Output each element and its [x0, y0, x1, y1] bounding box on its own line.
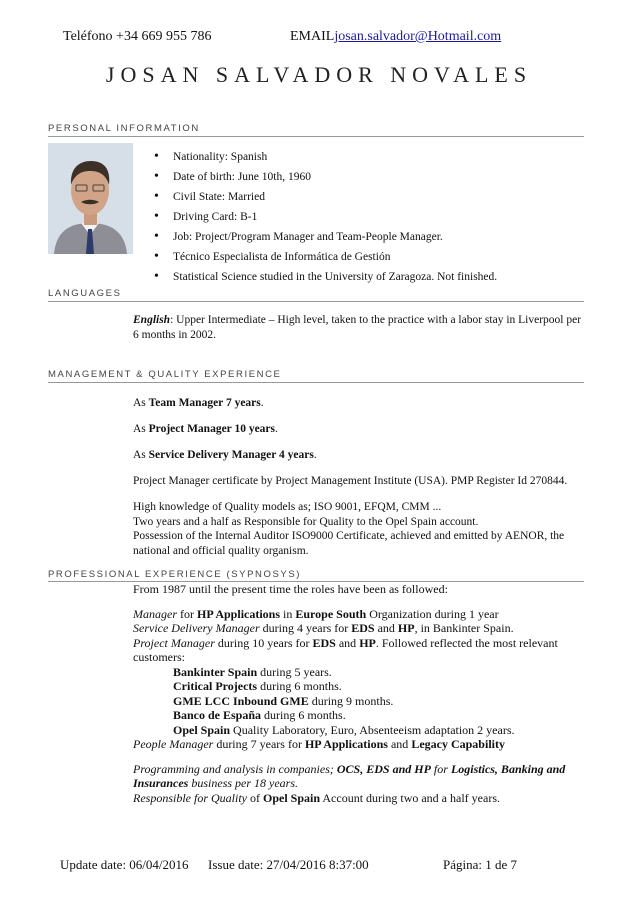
role-line-sdm: Service Delivery Manager during 4 years for EDS and HP, in Bankinter Spain. [133, 621, 514, 635]
contact-header [63, 29, 583, 45]
update-date: Update date: 06/04/2016 [60, 857, 189, 872]
list-item: • Civil State: Married [140, 187, 560, 207]
languages-paragraph [133, 313, 585, 342]
customer-line: GME LCC Inbound GME during 9 months. [173, 693, 394, 708]
role-line-manager: Manager for HP Applications in Europe South Organization during 1 year [133, 606, 499, 621]
role-line-people: People Manager during 7 years for HP Applications and Legacy Capability [133, 737, 505, 751]
language-level: : Upper Intermediate – High level, taken to the practice with a labor stay in Liverpool per 6 months in 2002. [133, 314, 582, 341]
section-divider [48, 382, 584, 383]
list-item: • Date of birth: June 10th, 1960 [140, 167, 560, 187]
section-heading-professional: PROFESSIONAL EXPERIENCE (SYPNOSYS) [48, 569, 302, 580]
section-divider [48, 301, 584, 302]
customer-line: Banco de España during 6 months. [173, 708, 346, 722]
list-item: • Nationality: Spanish [140, 147, 560, 167]
service-delivery-line: As Service Delivery Manager 4 years. [133, 449, 317, 461]
portrait-image [48, 143, 133, 254]
email-label: EMAIL [290, 29, 335, 44]
professional-body [133, 582, 585, 805]
list-item: • Job: Project/Program Manager and Team-People Manager. [140, 227, 560, 247]
email-link[interactable]: josan.salvador@Hotmail.com [334, 29, 502, 44]
professional-intro: From 1987 until the present time the roles have been as followed: [133, 582, 448, 596]
page-number: Página: 1 de 7 [443, 857, 518, 872]
quality-line: Two years and a half as Responsible for Quality to the Opel Spain account. [133, 515, 479, 528]
list-item: • Técnico Especialista de Informática de Gestión [140, 247, 560, 267]
quality-line: High knowledge of Quality models as; ISO 9001, EFQM, CMM ... [133, 501, 442, 513]
list-item: • Statistical Science studied in the University of Zaragoza. Not finished. [140, 267, 560, 287]
role-line-pm: Project Manager during 10 years for EDS and HP. Followed reflected the most relevant customers: [133, 635, 558, 664]
section-heading-management: MANAGEMENT & QUALITY EXPERIENCE [48, 369, 282, 380]
list-item: • Driving Card: B-1 [140, 207, 560, 227]
quality-role-line: Responsible for Quality of Opel Spain Account during two and a half years. [133, 790, 500, 805]
quality-paragraph [133, 500, 585, 558]
issue-date: Issue date: 27/04/2016 8:37:00 [208, 857, 369, 872]
profile-photo [48, 143, 133, 254]
pmp-certificate-line: Project Manager certificate by Project Management Institute (USA). PMP Register Id 270844. [133, 475, 568, 487]
customer-line: Bankinter Spain during 5 years. [173, 664, 332, 679]
personal-info-list [140, 147, 560, 287]
page-title: JOSAN SALVADOR NOVALES [105, 62, 533, 87]
phone-text: Teléfono +34 669 955 786 [63, 29, 212, 44]
section-heading-personal: PERSONAL INFORMATION [48, 123, 200, 134]
programming-line: Programming and analysis in companies; OCS, EDS and HP for Logistics, Banking and Insurances business per 18 years. [133, 761, 566, 790]
email-block [290, 29, 501, 45]
section-divider [48, 136, 584, 137]
quality-line: Possession of the Internal Auditor ISO9000 Certificate, achieved and emitted by AENOR, the national and official quality organism. [133, 530, 565, 557]
team-manager-line: As Team Manager 7 years. [133, 397, 264, 409]
customer-line: Critical Projects during 6 months. [173, 679, 342, 693]
project-manager-line: As Project Manager 10 years. [133, 423, 278, 435]
section-heading-languages: LANGUAGES [48, 288, 122, 299]
customer-line: Opel Spain Quality Laboratory, Euro, Absenteeism adaptation 2 years. [173, 722, 515, 737]
language-name: English [133, 314, 171, 326]
